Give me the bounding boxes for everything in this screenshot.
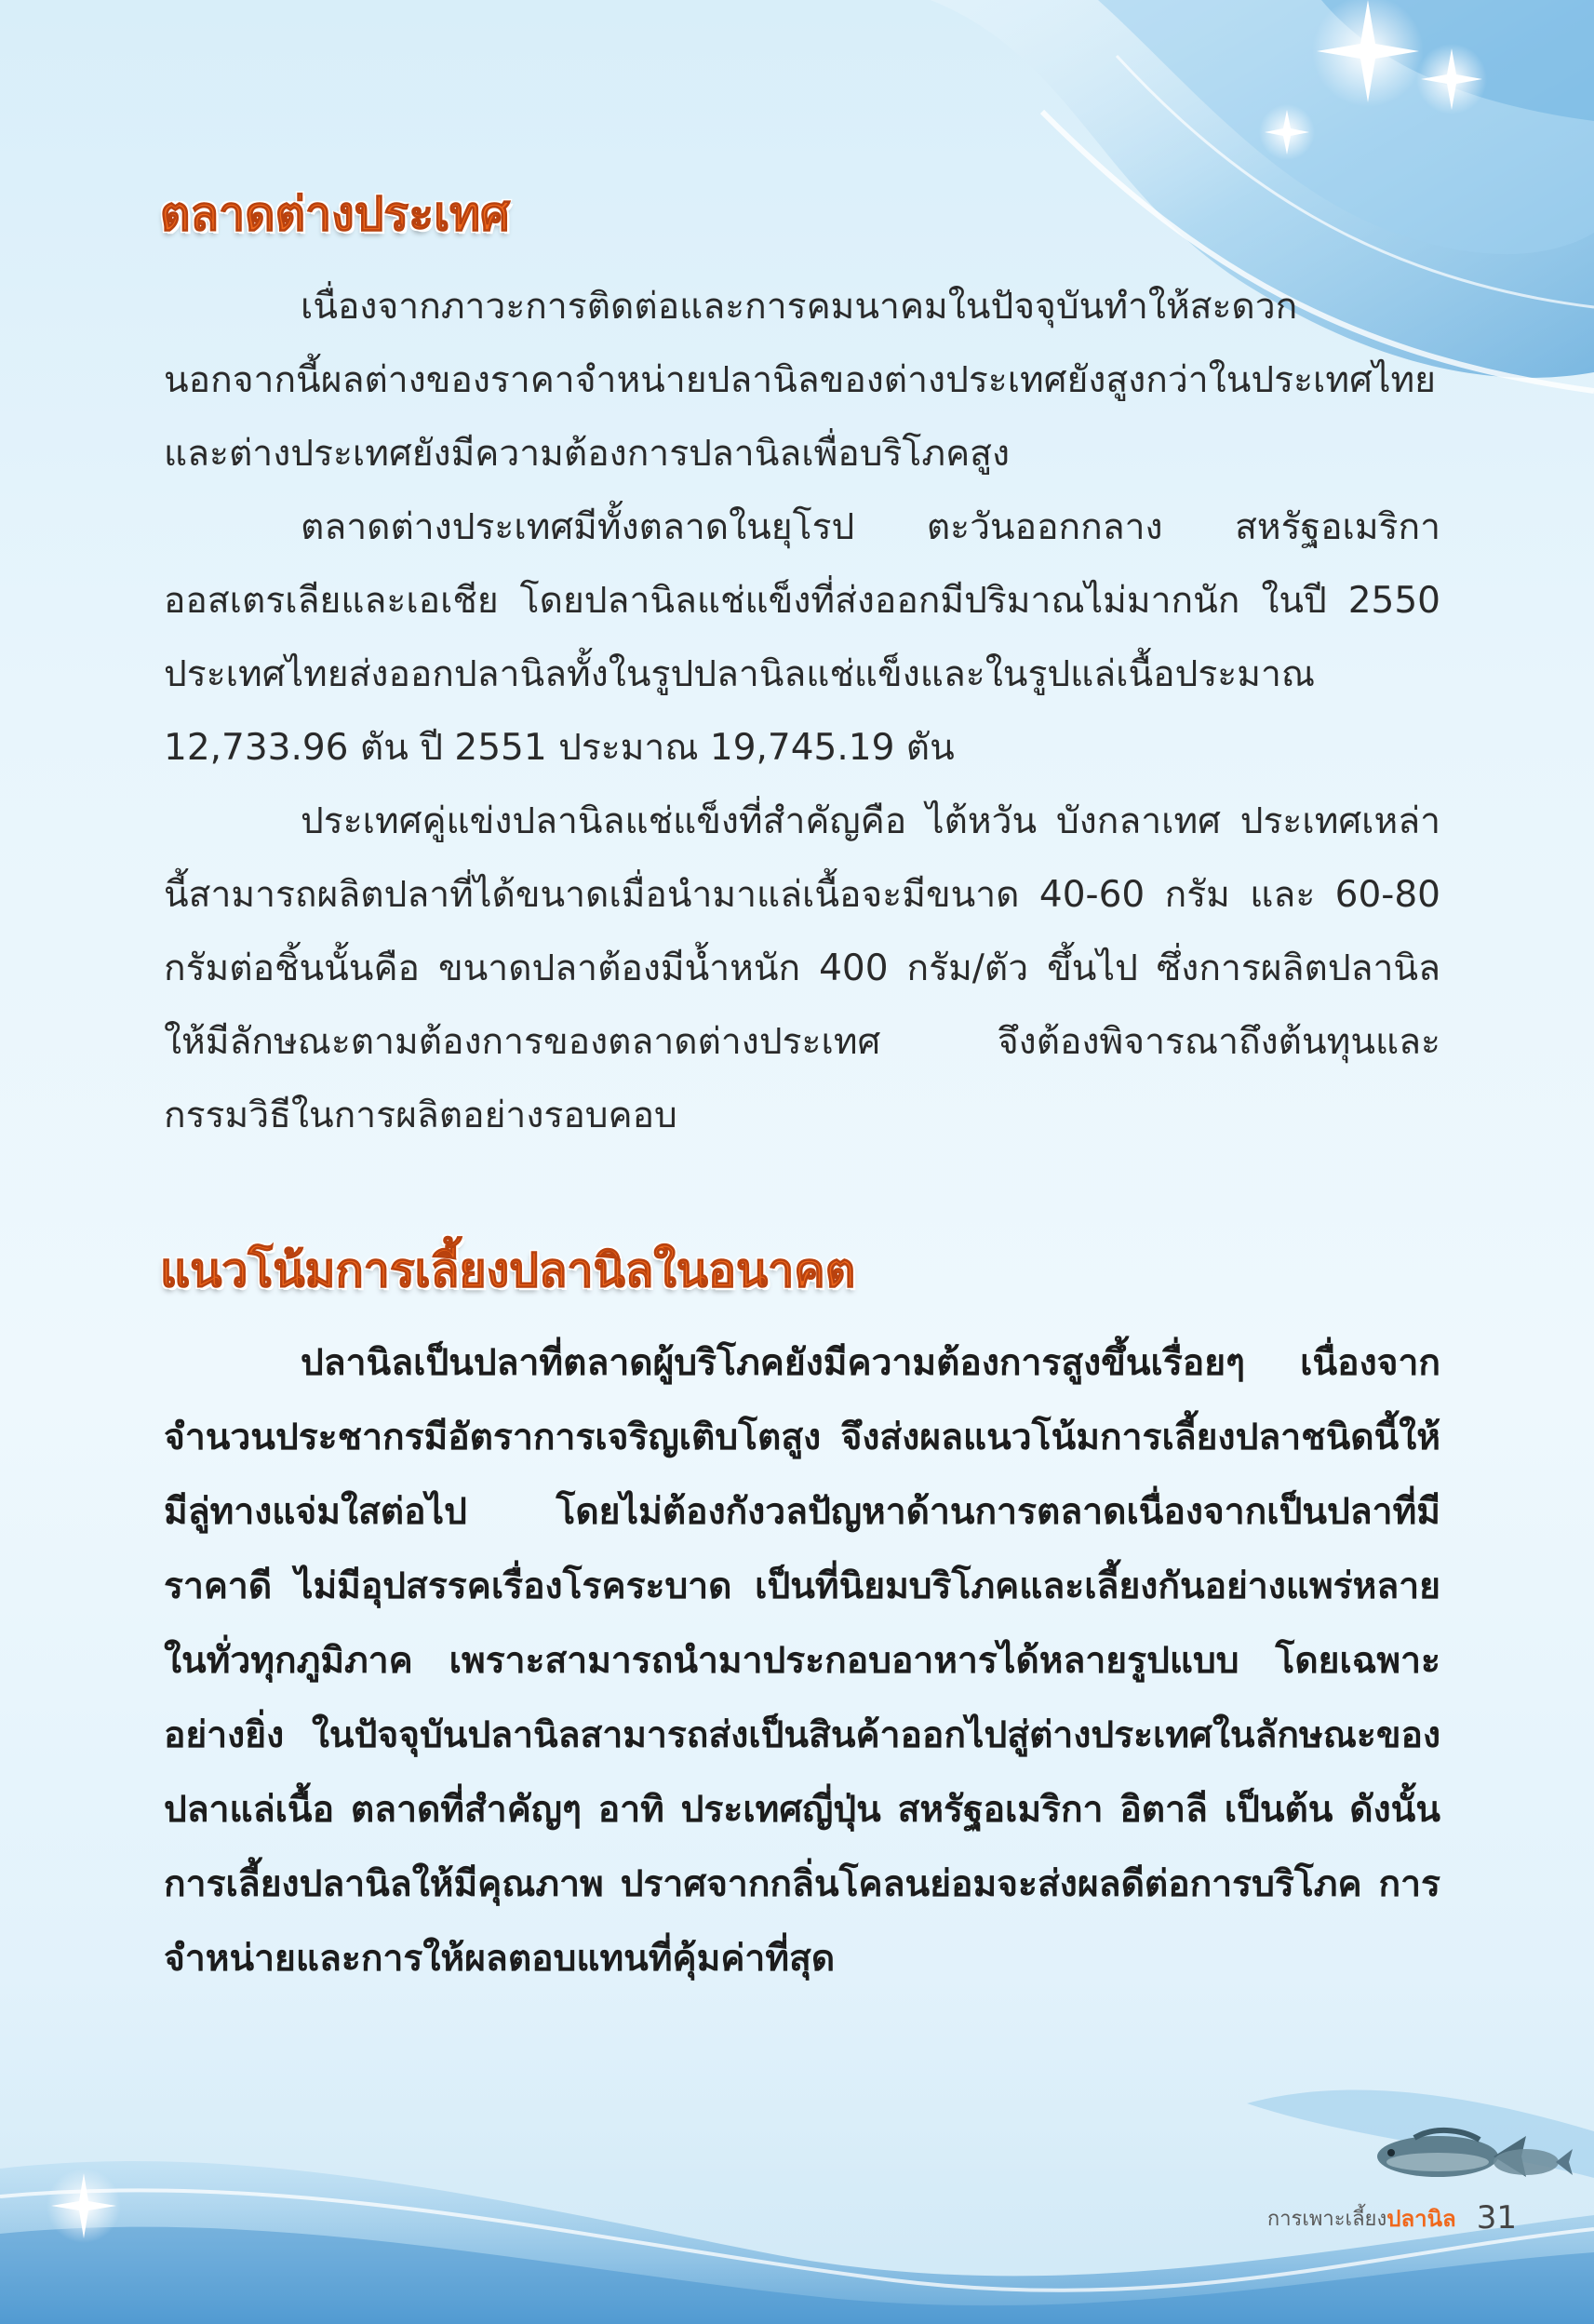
paragraph-foreign-market-1: เนื่องจากภาวะการติดต่อและการคมนาคมในปัจจุบันทำให้สะดวก นอกจากนี้ผลต่างของราคาจำหน่ายปลานิลของต่างประเทศยังสูงกว่าในประเทศไทย และต่างประเทศยังมีความต้องการปลานิลเพื่อบริโภคสูง [164,286,1436,475]
paragraph-foreign-market-3: ประเทศคู่แข่งปลานิลแช่แข็งที่สำคัญคือ ไต้หวัน บังกลาเทศ ประเทศเหล่านี้สามารถผลิตปลาที่ได้ขนาดเมื่อนำมาแล่เนื้อจะมีขนาด 40-60 กรัม และ 60-80 กรัมต่อชิ้นนั้นคือ ขนาดปลาต้องมีน้ำหนัก 400 กรัม/ตัว ขึ้นไป ซึ่งการผลิตปลานิลให้มีลักษณะตามต้องการของตลาดต่างประเทศ จึงต้องพิจารณาถึงต้นทุนและกรรมวิธีในการผลิตอย่างรอบคอบ [164,800,1440,1136]
paragraph-foreign-market-2: ตลาดต่างประเทศมีทั้งตลาดในยุโรป ตะวันออกกลาง สหรัฐอเมริกา ออสเตรเลียและเอเชีย โดยปลานิลแช่แข็งที่ส่งออกมีปริมาณไม่มากนัก ในปี 2550 ประเทศไทยส่งออกปลานิลทั้งในรูปปลานิลแช่แข็งและในรูปแล่เนื้อประมาณ 12,733.96 ตัน ปี 2551 ประมาณ 19,745.19 ตัน [164,506,1440,769]
paragraph-future-trend: ปลานิลเป็นปลาที่ตลาดผู้บริโภคยังมีความต้องการสูงขึ้นเรื่อยๆ เนื่องจากจำนวนประชากรมีอัตราการเจริญเติบโตสูง จึงส่งผลแนวโน้มการเลี้ยงปลาชนิดนี้ให้มีลู่ทางแจ่มใสต่อไป โดยไม่ต้องกังวลปัญหาด้านการตลาดเนื่องจากเป็นปลาที่มีราคาดี ไม่มีอุปสรรคเรื่องโรคระบาด เป็นที่นิยมบริโภคและเลี้ยงกันอย่างแพร่หลายในทั่วทุกภูมิภาค เพราะสามารถนำมาประกอบอาหารได้หลายรูปแบบ โดยเฉพาะอย่างยิ่ง ในปัจจุบันปลานิลสามารถส่งเป็นสินค้าออกไปสู่ต่างประเทศในลักษณะของปลาแล่เนื้อ ตลาดที่สำคัญๆ อาทิ ประเทศญี่ปุ่น สหรัฐอเมริกา อิตาลี เป็นต้น ดังนั้นการเลี้ยงปลานิลให้มีคุณภาพ ปราศจากกลิ่นโคลนย่อมจะส่งผลดีต่อการบริโภค การจำหน่ายและการให้ผลตอบแทนที่คุ้มค่าที่สุด [164,1342,1440,1980]
fish-icon [1349,2117,1573,2192]
section-heading-foreign-market: ตลาดต่างประเทศ [160,187,510,241]
footer-book-title-accent: ปลานิล [1386,2205,1456,2232]
page-footer [1210,2195,1517,2241]
footer-book-title: การเพาะเลี้ยง [1266,2207,1387,2231]
section-heading-future-trend: แนวโน้มการเลี้ยงปลานิลในอนาคต [160,1243,856,1297]
page-number: 31 [1476,2199,1517,2237]
